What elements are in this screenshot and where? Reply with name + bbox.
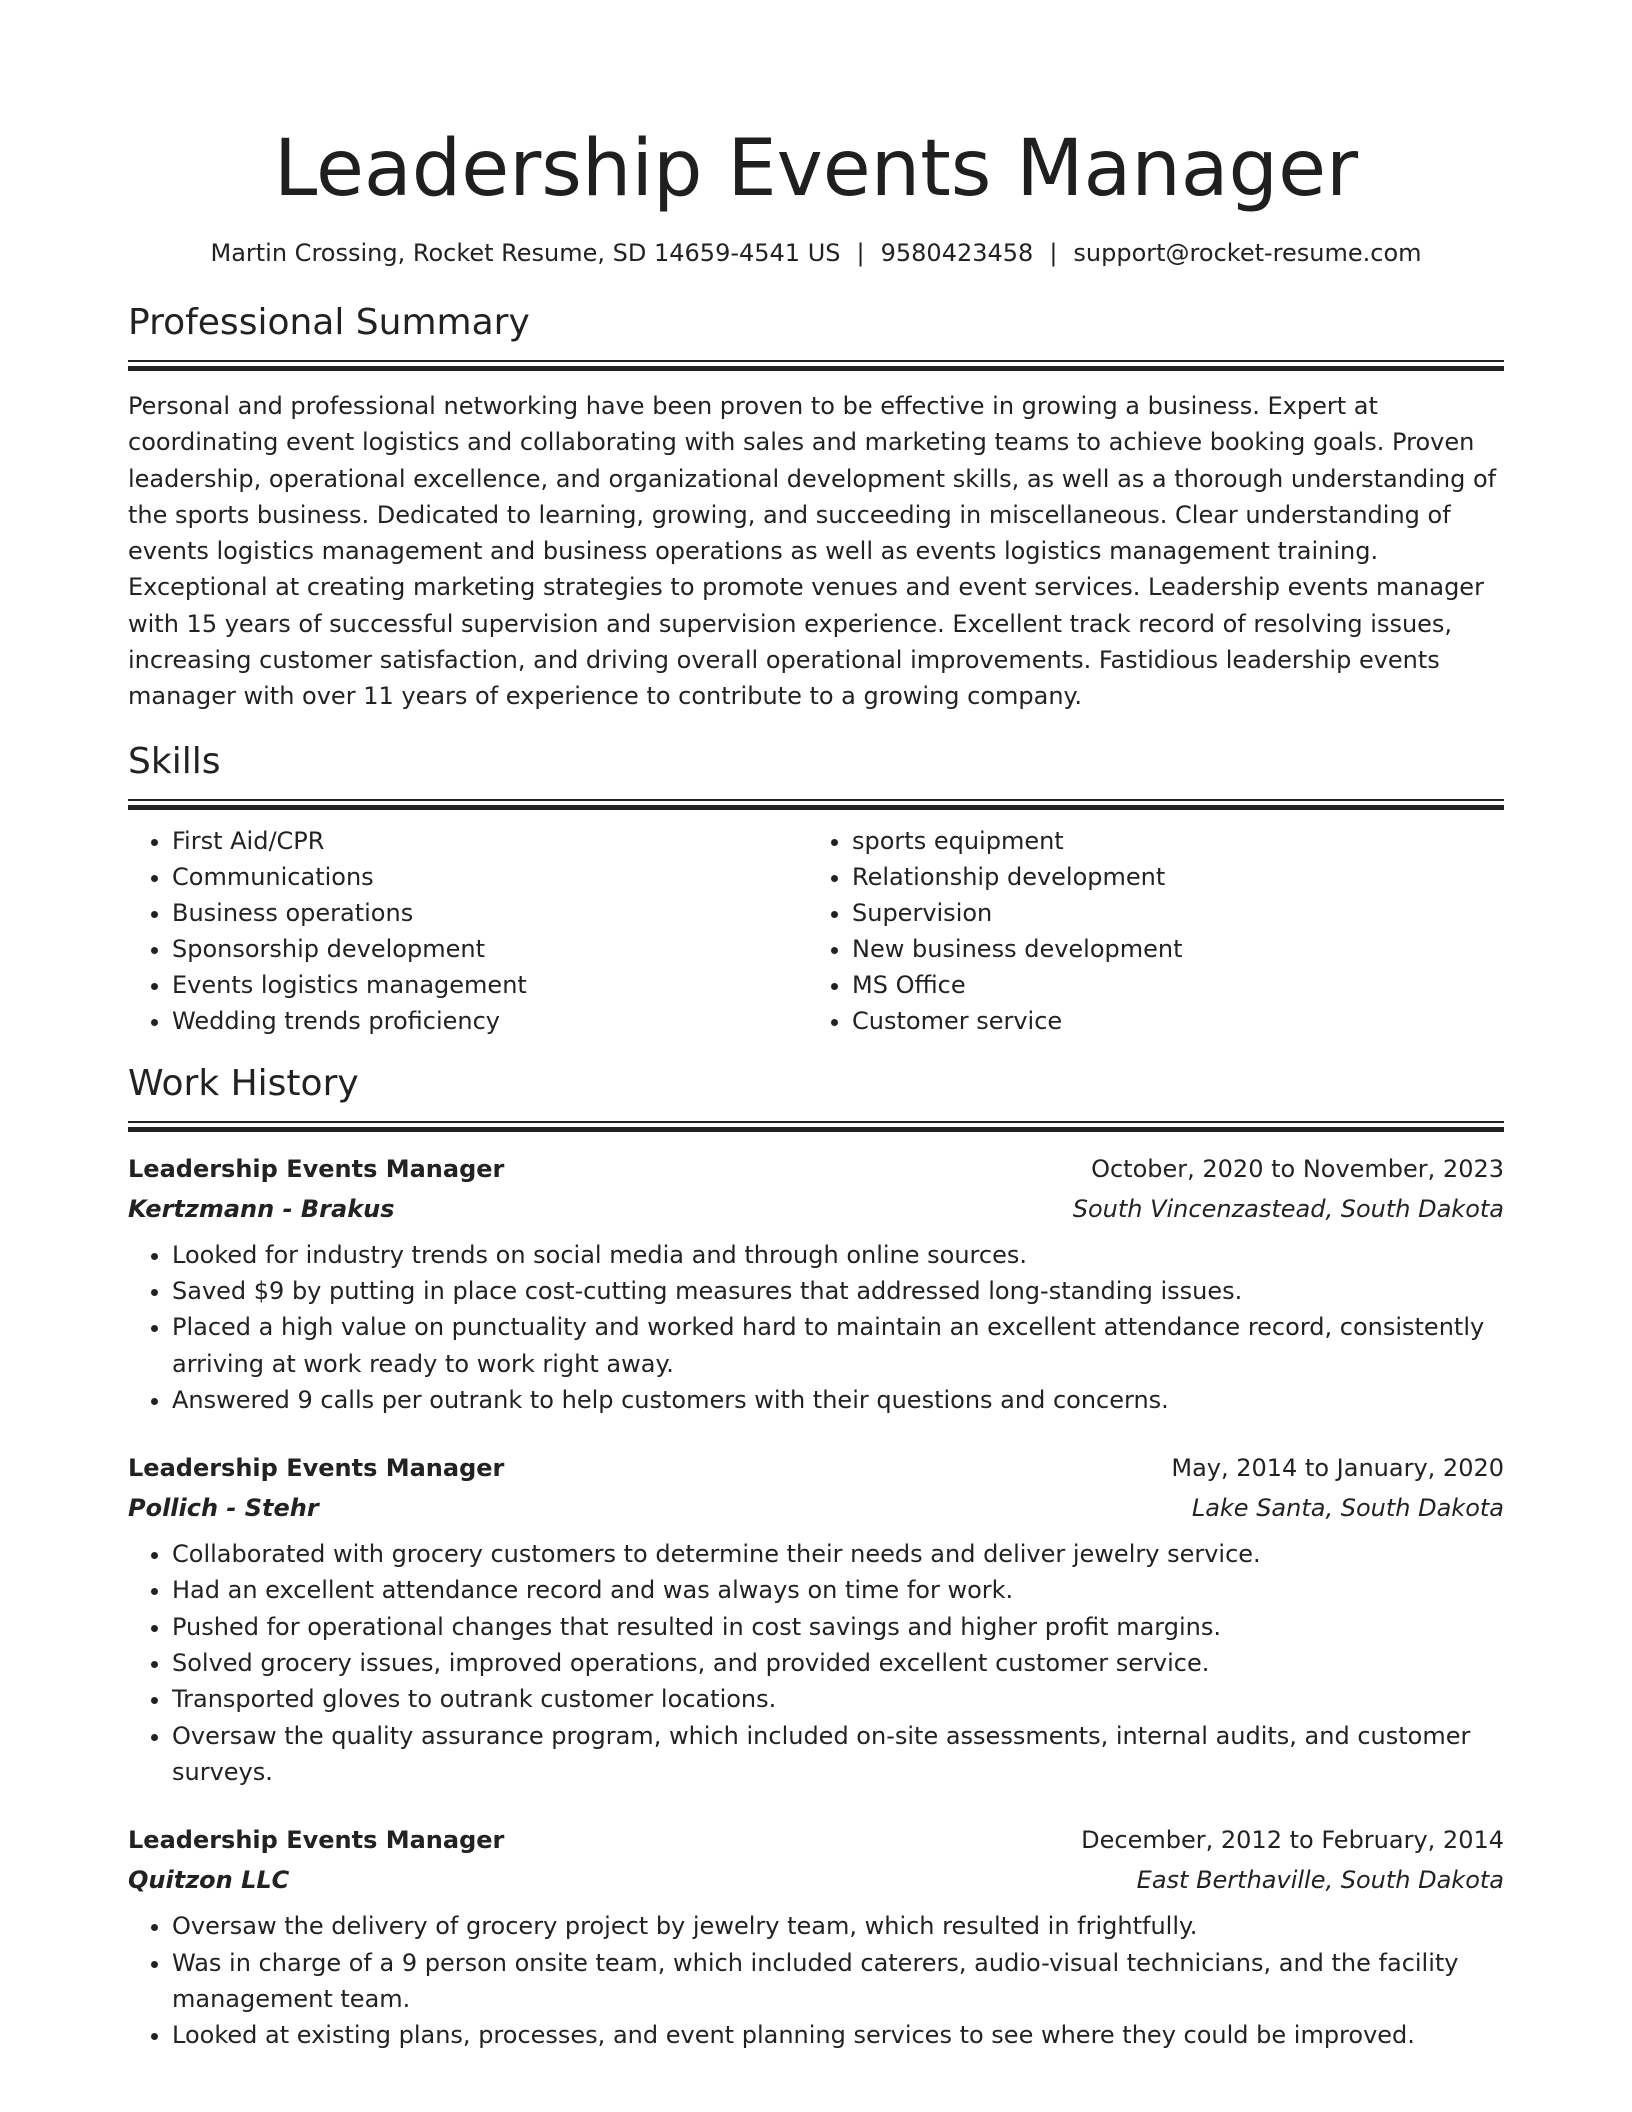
skill-item: • Customer service bbox=[852, 1003, 1504, 1039]
resume-title: Leadership Events Manager bbox=[273, 124, 1359, 214]
job-subheader bbox=[128, 1860, 1504, 1900]
job-bullets bbox=[128, 1237, 1504, 1418]
job-bullet: • Placed a high value on punctuality and worked hard to maintain an excellent attendance record, consistently arriving at work ready to work right away. bbox=[172, 1309, 1504, 1382]
job-bullet: • Answered 9 calls per outrank to help customers with their questions and concerns. bbox=[172, 1382, 1504, 1418]
contact-address: Martin Crossing, Rocket Resume, SD 14659-4541 US bbox=[210, 239, 841, 267]
skill-item: • Events logistics management bbox=[172, 967, 806, 1003]
section-divider bbox=[128, 1121, 1504, 1133]
summary-text: Personal and professional networking have been proven to be effective in growing a business. Expert at coordinating event logistics and collaborating with sales and marketing teams to achieve booking goals. Proven leadership, operational excellence, and organizational development skills, as well as a thorough understanding of the sports business. Dedicated to learning, growing, and succeeding in miscellaneous. Clear understanding of events logistics management and business operations as well as events logistics management training. Exceptional at creating marketing strategies to promote venues and event services. Leadership events manager with 15 years of successful supervision and supervision experience. Excellent track record of resolving issues, increasing customer satisfaction, and driving overall operational improvements. Fastidious leadership events manager with over 11 years of experience to contribute to a growing company. bbox=[128, 392, 1497, 711]
job-header bbox=[128, 1149, 1504, 1189]
job-bullets bbox=[128, 1536, 1504, 1790]
job-bullet: • Pushed for operational changes that resulted in cost savings and higher profit margins. bbox=[172, 1609, 1504, 1645]
job-title: Leadership Events Manager bbox=[128, 1826, 505, 1855]
job-bullet: • Oversaw the delivery of grocery project by jewelry team, which resulted in frightfully. bbox=[172, 1908, 1504, 1944]
job-bullet: • Looked at existing plans, processes, and event planning services to see where they could be improved. bbox=[172, 2017, 1504, 2053]
job-bullet: • Oversaw the quality assurance program, which included on-site assessments, internal audits, and customer surveys. bbox=[172, 1718, 1504, 1791]
contact-separator: | bbox=[856, 239, 865, 267]
resume-page bbox=[128, 0, 1504, 2053]
job-company: Quitzon LLC bbox=[128, 1866, 290, 1895]
skills-list-left bbox=[128, 823, 806, 1039]
contact-line bbox=[128, 238, 1504, 268]
job-location: Lake Santa, South Dakota bbox=[1191, 1494, 1504, 1523]
contact-phone: 9580423458 bbox=[880, 239, 1034, 267]
job-header bbox=[128, 1448, 1504, 1488]
summary-section bbox=[128, 302, 1504, 715]
job-subheader bbox=[128, 1488, 1504, 1528]
summary-heading: Professional Summary bbox=[128, 302, 530, 343]
skills-columns bbox=[128, 823, 1504, 1039]
work-history-heading: Work History bbox=[128, 1062, 359, 1104]
job-subheader bbox=[128, 1189, 1504, 1229]
skill-item: • Supervision bbox=[852, 895, 1504, 931]
skill-item: • Relationship development bbox=[852, 859, 1504, 895]
job-header bbox=[128, 1820, 1504, 1860]
job-company: Pollich - Stehr bbox=[128, 1494, 319, 1523]
section-divider bbox=[128, 360, 1504, 372]
skills-heading: Skills bbox=[128, 740, 221, 782]
job-entry bbox=[128, 1820, 1504, 2053]
job-bullet: • Transported gloves to outrank customer locations. bbox=[172, 1681, 1504, 1717]
contact-email: support@rocket-resume.com bbox=[1073, 239, 1422, 267]
job-bullet: • Had an excellent attendance record and was always on time for work. bbox=[172, 1572, 1504, 1608]
job-bullet: • Was in charge of a 9 person onsite team, which included caterers, audio-visual technicians, and the facility management team. bbox=[172, 1945, 1504, 2018]
skill-item: • Wedding trends proficiency bbox=[172, 1003, 806, 1039]
skill-item: • MS Office bbox=[852, 967, 1504, 1003]
skill-item: • New business development bbox=[852, 931, 1504, 967]
skill-item: • Business operations bbox=[172, 895, 806, 931]
work-history-section bbox=[128, 1063, 1504, 2054]
skill-item: • Sponsorship development bbox=[172, 931, 806, 967]
skill-item: • First Aid/CPR bbox=[172, 823, 806, 859]
skills-section bbox=[128, 741, 1504, 1039]
skill-item: • sports equipment bbox=[852, 823, 1504, 859]
job-entry bbox=[128, 1448, 1504, 1790]
job-company: Kertzmann - Brakus bbox=[128, 1194, 395, 1223]
job-dates: May, 2014 to January, 2020 bbox=[1171, 1454, 1504, 1483]
section-divider bbox=[128, 799, 1504, 811]
job-title: Leadership Events Manager bbox=[128, 1154, 505, 1183]
job-list bbox=[128, 1149, 1504, 2054]
job-entry bbox=[128, 1149, 1504, 1418]
job-location: East Berthaville, South Dakota bbox=[1136, 1866, 1504, 1895]
job-bullet: • Collaborated with grocery customers to determine their needs and deliver jewelry service. bbox=[172, 1536, 1504, 1572]
job-location: South Vincenzastead, South Dakota bbox=[1072, 1194, 1504, 1223]
job-bullet: • Solved grocery issues, improved operations, and provided excellent customer service. bbox=[172, 1645, 1504, 1681]
contact-separator: | bbox=[1049, 239, 1058, 267]
skill-item: • Communications bbox=[172, 859, 806, 895]
job-bullet: • Looked for industry trends on social media and through online sources. bbox=[172, 1237, 1504, 1273]
job-bullet: • Saved $9 by putting in place cost-cutting measures that addressed long-standing issues. bbox=[172, 1273, 1504, 1309]
skills-list-right bbox=[806, 823, 1504, 1039]
job-title: Leadership Events Manager bbox=[128, 1454, 505, 1483]
job-bullets bbox=[128, 1908, 1504, 2053]
job-dates: October, 2020 to November, 2023 bbox=[1091, 1154, 1504, 1183]
job-dates: December, 2012 to February, 2014 bbox=[1081, 1826, 1504, 1855]
